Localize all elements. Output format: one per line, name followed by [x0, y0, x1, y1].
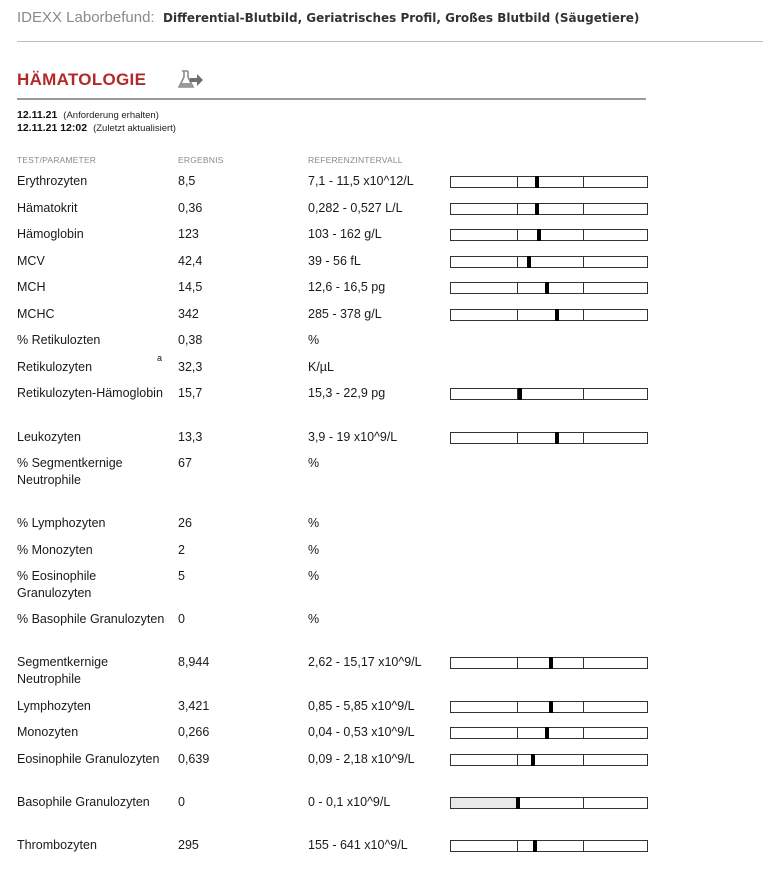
range-bar-low-zone [451, 798, 518, 808]
reference-interval: 0 - 0,1 x10^9/L [308, 795, 391, 809]
parameter-name: Retikulozyten [17, 360, 93, 374]
section-title: HÄMATOLOGIE [17, 70, 147, 89]
range-bar [450, 282, 648, 294]
range-bar [450, 701, 648, 713]
range-bar-marker [537, 229, 541, 241]
result-value: 67 [178, 456, 192, 470]
result-value: 8,5 [178, 174, 196, 188]
parameter-name: Eosinophile Granulozyten [17, 752, 160, 766]
result-value: 8,944 [178, 655, 210, 669]
parameter-name: % Lymphozyten [17, 516, 106, 530]
received-date: 12.11.21 [17, 109, 58, 121]
result-value: 0,38 [178, 333, 203, 347]
range-bar-marker [527, 256, 531, 268]
range-bar-divider [517, 728, 518, 738]
parameter-name: % Segmentkernige Neutrophile [17, 456, 123, 487]
reference-interval: % [308, 456, 320, 470]
reference-interval: 0,04 - 0,53 x10^9/L [308, 725, 415, 739]
reference-interval: % [308, 612, 320, 626]
parameter-name: % Eosinophile Granulozyten [17, 569, 97, 600]
result-value: 0,266 [178, 725, 210, 739]
range-bar-marker [535, 203, 539, 215]
flask-arrow-icon[interactable] [178, 68, 204, 90]
reference-interval: 0,282 - 0,527 L/L [308, 201, 403, 215]
range-bar [450, 229, 648, 241]
range-bar-marker [533, 840, 537, 852]
range-bar-divider [517, 658, 518, 668]
reference-interval: 0,85 - 5,85 x10^9/L [308, 699, 415, 713]
reference-interval: % [308, 516, 320, 530]
range-bar-divider [517, 257, 518, 267]
reference-interval: 3,9 - 19 x10^9/L [308, 430, 398, 444]
range-bar-divider [583, 204, 584, 214]
range-bar-divider [583, 702, 584, 712]
range-bar-divider [583, 798, 584, 808]
parameter-name: MCV [17, 254, 45, 268]
result-value: 295 [178, 838, 199, 852]
range-bar-marker [549, 657, 553, 669]
reference-interval: 0,09 - 2,18 x10^9/L [308, 752, 415, 766]
result-value: 42,4 [178, 254, 203, 268]
range-bar [450, 388, 648, 400]
range-bar-marker [531, 754, 535, 766]
range-bar-divider [517, 702, 518, 712]
range-bar [450, 309, 648, 321]
result-value: 342 [178, 307, 199, 321]
result-value: 5 [178, 569, 185, 583]
range-bar-marker [516, 797, 520, 809]
range-bar [450, 754, 648, 766]
range-bar [450, 432, 648, 444]
reference-interval: 7,1 - 11,5 x10^12/L [308, 174, 414, 188]
result-value: 14,5 [178, 280, 203, 294]
result-value: 26 [178, 516, 192, 530]
range-bar [450, 203, 648, 215]
range-bar [450, 657, 648, 669]
range-bar-divider [517, 433, 518, 443]
parameter-name: Leukozyten [17, 430, 81, 444]
report-brand: IDEXX Laborbefund: [17, 9, 155, 26]
parameter-name: Hämatokrit [17, 201, 78, 215]
range-bar-divider [517, 755, 518, 765]
reference-interval: 103 - 162 g/L [308, 227, 382, 241]
range-bar [450, 840, 648, 852]
result-value: 2 [178, 543, 185, 557]
range-bar-divider [583, 283, 584, 293]
range-bar-marker [545, 282, 549, 294]
result-value: 13,3 [178, 430, 203, 444]
reference-interval: 155 - 641 x10^9/L [308, 838, 408, 852]
range-bar-divider [517, 310, 518, 320]
range-bar-marker [518, 388, 522, 400]
updated-note: (Zuletzt aktualisiert) [93, 123, 176, 134]
range-bar-divider [583, 658, 584, 668]
parameter-name: % Retikulozten [17, 333, 101, 347]
range-bar-divider [517, 230, 518, 240]
range-bar-marker [555, 309, 559, 321]
range-bar-divider [583, 728, 584, 738]
report-dates [17, 109, 176, 135]
range-bar-divider [583, 755, 584, 765]
result-value: 0 [178, 612, 185, 626]
updated-date: 12.11.21 12:02 [17, 122, 88, 134]
reference-interval: 39 - 56 fL [308, 254, 361, 268]
range-bar-marker [549, 701, 553, 713]
parameter-name: Thrombozyten [17, 838, 97, 852]
parameter-name: % Basophile Granulozyten [17, 612, 165, 626]
range-bar [450, 797, 648, 809]
parameter-name: Monozyten [17, 725, 79, 739]
range-bar-divider [517, 204, 518, 214]
footnote-flag: a [157, 353, 163, 363]
report-header [17, 9, 639, 31]
result-value: 3,421 [178, 699, 210, 713]
reference-interval: 285 - 378 g/L [308, 307, 382, 321]
range-bar-divider [583, 841, 584, 851]
result-value: 0,639 [178, 752, 210, 766]
reference-interval: % [308, 569, 320, 583]
parameter-name: Erythrozyten [17, 174, 88, 188]
range-bar [450, 256, 648, 268]
parameter-name: MCH [17, 280, 46, 294]
parameter-name: Retikulozyten-Hämoglobin [17, 386, 163, 400]
column-header-param: TEST/PARAMETER [17, 155, 97, 165]
reference-interval: % [308, 333, 320, 347]
parameter-name: Segmentkernige Neutrophile [17, 655, 109, 686]
range-bar-divider [517, 841, 518, 851]
parameter-name: MCHC [17, 307, 55, 321]
range-bar-marker [555, 432, 559, 444]
parameter-name: Basophile Granulozyten [17, 795, 150, 809]
reference-interval: 2,62 - 15,17 x10^9/L [308, 655, 422, 669]
reference-interval: 15,3 - 22,9 pg [308, 386, 386, 400]
range-bar [450, 176, 648, 188]
range-bar-divider [583, 310, 584, 320]
result-value: 15,7 [178, 386, 203, 400]
range-bar-marker [535, 176, 539, 188]
result-value: 123 [178, 227, 199, 241]
reference-interval: % [308, 543, 320, 557]
parameter-name: Hämoglobin [17, 227, 84, 241]
section-divider [17, 98, 646, 100]
range-bar-divider [517, 283, 518, 293]
parameter-name: Lymphozyten [17, 699, 91, 713]
range-bar-divider [583, 433, 584, 443]
column-header-reference: REFERENZINTERVALL [308, 155, 403, 165]
range-bar-marker [545, 727, 549, 739]
received-note: (Anforderung erhalten) [63, 110, 159, 121]
range-bar-divider [583, 177, 584, 187]
header-divider [17, 41, 763, 42]
column-header-result: ERGEBNIS [178, 155, 224, 165]
range-bar-divider [583, 230, 584, 240]
report-test-list: Differential-Blutbild, Geriatrisches Profil, Großes Blutbild (Säugetiere) [163, 11, 640, 25]
reference-interval: K/µL [308, 360, 334, 374]
range-bar [450, 727, 648, 739]
range-bar-divider [583, 257, 584, 267]
result-value: 32,3 [178, 360, 203, 374]
reference-interval: 12,6 - 16,5 pg [308, 280, 386, 294]
parameter-name: % Monozyten [17, 543, 93, 557]
range-bar-divider [583, 389, 584, 399]
result-value: 0 [178, 795, 185, 809]
result-value: 0,36 [178, 201, 203, 215]
range-bar-divider [517, 177, 518, 187]
